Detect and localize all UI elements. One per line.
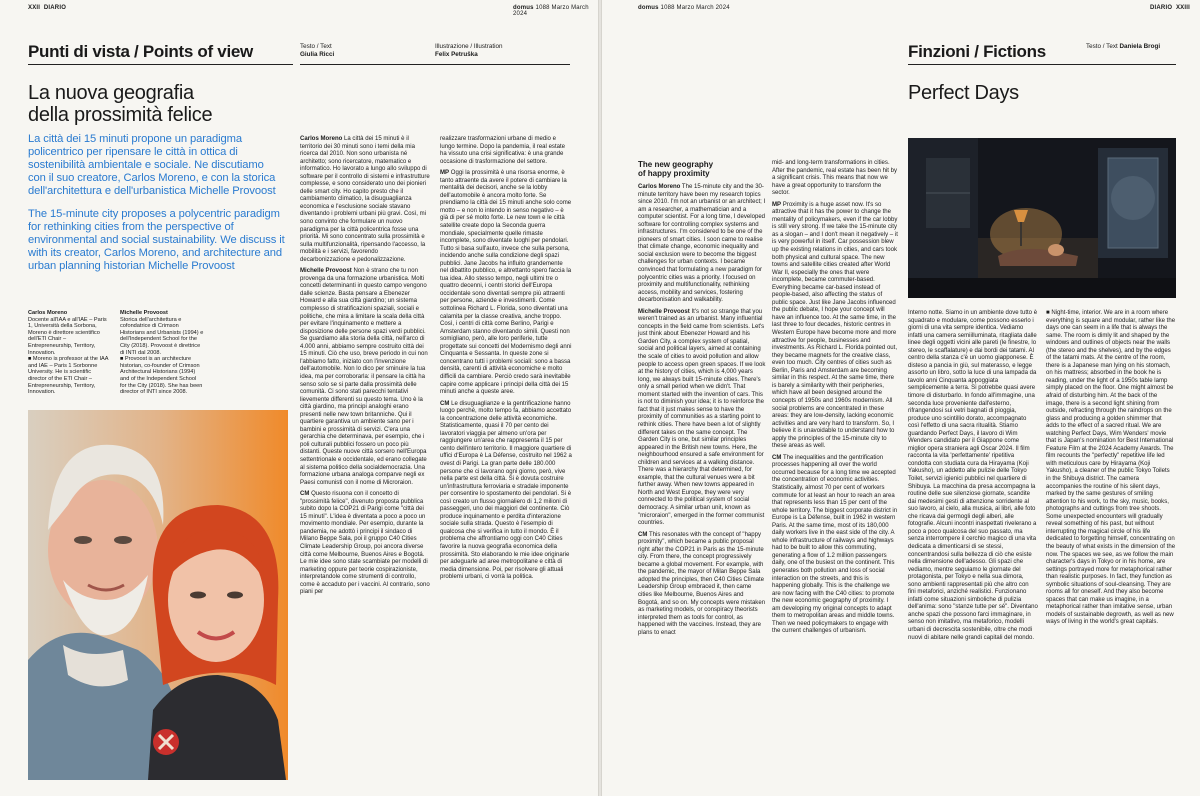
headline: La nuova geografia della prossimità felice <box>28 82 213 126</box>
section-title: Punti di vista / Points of view <box>28 42 253 61</box>
lead-english: The 15-minute city proposes a polycentric paradigm for rethinking cities from the perspective of environmental and social sustainability. We discuss it with its creator, Carlos Moreno, and architecture and urban planning historian Michelle Provoost <box>28 208 285 272</box>
fictions-italian-column: Interno notte. Siamo in un ambiente dove tutto è squadrato e modulare, come possono esserlo i giorni di una vita sempre identica. Vediamo infatti una camera semiilluminata, ritagliata dalle linee degli oggetti vicini alle pareti (le finestre, lo stereo, le scaffalature) e dai bordi dei tatami. Al centro della stanza c'è un uomo giapponese. È disteso a pancia in giù, sul materasso, e legge assorto un libro, sotto la luce di una lampada da tavolo anni Cinquanta appoggiata semplicemente a terra. Si potrebbe quasi avere timore di disturbarlo. In fondo all'immagine, una seconda luce proveniente dall'esterno, rifrangendosi sui vetri bagnati di pioggia, produce uno scintillio dorato, accompagnato così l'effetto di una sacra ritualità. Stiamo guardando Perfect Days, il lavoro di Wim Wenders candidato per il Giappone come miglior opera straniera agli Oscar 2024. Il film racconta la vita 'perfettamente' ripetitiva condotta con studiata cura da Hirayama (Koji Yakusho), un addetto alle pulizie delle Tokyo Toilet, servizi igienici pubblici nel quartiere di Shibuya. La macchina da presa accompagna la routine delle sue silenziose giornate, scandite dai medesimi gesti di attenzione sorridente al suo lavoro, al cielo, alla musica, ai libri, alle foto che ricava dai germogli degli alberi, alle fotografie. Alcuni incontri inaspettati rivelerano a poco a poco qualcosa del suo passato, ma senza interrompere il cerchio magico di una vita dedicata a dimenticarsi di se stessi, concentrandosi sulla bellezza di ciò che esiste nella dimensione dell'adesso. Gli spazi che vediamo, mentre seguiamo le giornate del protagonista, per Tokyo e nella sua dimora, sono ambienti rappresentati più che altro con fini metaforici, anziché realistici. Funzionano infatti come situazioni simboliche di pulizia dell'anima: sono "stanze tutte per sé". Diventano anche spazi che possono farci immaginare, in senso non imitativo, ma metaforico, modelli urbani di decrescita sostenibile, oltre che modi nuovi di abitare nelle grandi capitali del mondo. <box>908 310 1038 641</box>
left-folio <box>28 5 66 11</box>
lead-italian: La città dei 15 minuti propone un paradigma policentrico per ripensare le città in ottica di sostenibilità ambientale e sociale. Ne discutiamo con il suo creatore, Carlos Moreno, e con la storica dell'architettura e dell'urbanistica Michelle Provoost <box>28 133 276 197</box>
bio-moreno: Carlos Moreno Docente all'IAA e all'IAE – Paris 1, Università della Sorbona, Moreno è direttore scientifico dell'ETI Chair – Entrepreneurship, Territory, Innovation. ■ Moreno is professor at the IAA and IAE – Paris 1 Sorbonne University. He is scientific director of the ETI Chair – Entrepreneurship, Territory, Innovation. <box>28 310 109 396</box>
paragraph: mid- and long-term transformations in cities. After the pandemic, real estate has been hit by a significant crisis. This means that now we have a great opportunity to transform the sector. <box>772 160 898 197</box>
left-divider <box>28 64 293 65</box>
left-folio-issue: domus 1088 Marzo March 2024 <box>513 5 589 17</box>
film-still-photo <box>908 138 1176 298</box>
fictions-english-column: ■ Night-time, interior. We are in a room where everything is square and modular, rather like the days one can seem in a life that is always the same. The room is dimly lit and shaped by the windows and outlines of objects near the walls (the stereo and the shelves), and by the edges of the tatami mats. At the centre of the room, there is a Japanese man lying on his stomach, on his mattress; absorbed in the book he is reading, under the light of a 1950s table lamp simply placed on the floor. One might almost be afraid of disturbing him. At the back of the image, there is a second light shining from outside, refracting through the raindrops on the glass and producing a golden shimmer that adds to the effect of a sacred ritual. We are watching Perfect Days, Wim Wenders' movie that is Japan's nomination for Best International Feature Film at the 2024 Academy Awards. The film recounts the "perfectly" repetitive life led with meticulous care by Hirayama (Koji Yakusho), a cleaner of the public Tokyo Toilets in the Shibuya district. The camera accompanies the routine of his silent days, marked by the same gestures of smiling attention to his work, to the sky, music, books, photographs and cuttings from tree shoots. Some unexpected encounters will gradually reveal something of his past, but without interrupting the magical circle of his life dedicated to forgetting himself, concentrating on the beauty of what exists in the dimension of the now. The spaces we see, as we follow the main character's days in Tokyo or in his home, are settings portrayed more for metaphorical rather than realistic purposes. In fact, they function as symbolic situations of soul-cleansing. They are rooms all for oneself. And they also become spaces that can make us imagine, in a metaphorical rather than imitative sense, urban models of sustainable degrowth, as well as new ways of living in the world's great capitals. <box>1046 310 1176 626</box>
paragraph: MP Proximity is a huge asset now. It's so attractive that it has the power to change the mentality of policymakers, even if the car lobby is still very strong. If we take the 15-minute city as a slogan – and I don't mean it negatively – it is very powerful in itself. Car possession blew up the existing relations in cities, and cars took both physical and cultural space. The new towns and satellite cities created after World War II, especially the ones that were incomplete, became commuter-based. Everything became car-based instead of people-based, also affecting the status of public space. Just like Jane Jacobs influenced the public debate, I hope your concept will have an influence too. At the same time, in the last three to four decades, historic centres in Western Europe have become more and more attractive for people, businesses and investments. As Richard L. Florida pointed out, they became magnets for the creative class, even too much. City centres of cities such as Berlin, Paris and Amsterdam are becoming similar in this respect. At the same time, there is barely a similarity with their peripheries, which have all been designed around the concepts of 1950s and 1960s modernism. All social problems are concentrated in these areas: they are low-density, lacking economic activities and are very hard to transform. So, I believe it is unavoidable to understand how to apply the principles of the 15-minute city to these areas as well. <box>772 201 898 450</box>
paragraph: MP Oggi la prossimità è una risorsa enorme, è tanto attraente da avere il potere di cambiare la mentalità dei decisori, anche se la lobby dell'automobile è ancora molto forte. Se prendiamo la città dei 15 minuti anche solo come motto – e non lo intendo in senso negativo – è già di per sé molto forte. Le new town e le città satellite create dopo la Seconda guerra mondiale, specialmente quelle rimaste incomplete, sono diventate luoghi per pendolari. Tutto si basa sull'auto, invece che sulla persona, incidendo anche sulla condizione degli spazi pubblici. Jane Jacobs ha influito grandemente nel dibattito pubblico, e altrettanto spero faccia la tua idea. Allo stesso tempo, negli ultimi tre o quattro decenni, i centri storici dell'Europa occidentale sono diventati sempre più attraenti per persone, aziende e investimenti. Come sottolinea Richard L. Florida, sono diventati una calamita per la classe creativa, anche troppo. Così, i centri di città come Berlino, Parigi e Amsterdam stanno diventando simili. Questi non somigliano, però, alle loro periferie, tutte progettate sui concetti del Modernismo degli anni Cinquanta e Sessanta. In queste zone si concentrano tutti i problemi sociali: sono a bassa densità, carenti di attività economiche e molto difficili da cambiare. Perciò credo sarà inevitabile capire come applicare i principi della città dei 15 minuti anche a queste aree. <box>440 170 572 396</box>
italian-column-b <box>440 136 572 586</box>
paragraph: CM This resonates with the concept of "happy proximity", which became a public proposal right after the COP21 in Paris as the 15-minute city. From there, the concept progressively became a global movement. For example, with the pandemic, the mayor of Milan Beppe Sala adopted the principles, then C40 Cities Climate Leadership Group embraced it, then came cities like Melbourne, Buenos Aires and Bogotá, and so on. My concepts were mistaken as marketing models, or conspiracy theorists interpreted them as tools for control, as happened with the vaccines. Instead, they are plans to enact <box>638 531 766 636</box>
italian-column-a <box>300 136 430 601</box>
paragraph: CM Le disuguaglianze e la gentrificazione hanno luogo perché, molto tempo fa, abbiamo accettato la concentrazione delle attività economiche. Statisticamente, quasi il 70 per cento dei lavoratori viaggia per almeno un'ora per raggiungere un'area che rappresenta il 15 per cento dell'intero territorio. Il maggiore quartiere di uffici d'Europa è La Défense, costruito nel 1962 a ovest di Parigi. La gran parte delle 180.000 persone che ci lavorano ogni giorno, però, vive nella parte est della città. Si è dovuta costruire un'infrastruttura ferroviaria e stradale imponente per consentire lo spostamento dei pendolari. Si è così creato un flusso giornaliero di 1,2 milioni di passeggeri, uno dei maggiori del continente. Ciò produce inquinamento e perdita d'interazione sociale sulla strada. Questo è l'esempio di qualcosa che si verifica in tutto il mondo. È il problema che affrontiamo oggi con C40 Cities favorire la nuova geografia economica della prossimità. Sto elaborando le mie idee originarie per adeguarle ad aree metropolitane e città di media dimensione. Poi, per risolvere gli attuali problemi urbani, ci vorrà la politica. <box>440 400 572 581</box>
paragraph: Carlos Moreno La città dei 15 minuti è il territorio dei 30 minuti sono i temi della mia ricerca dal 2010. Non sono urbanista né architetto; sono ricercatore, matematico e informatico. Ho lavorato a lungo allo sviluppo di software per il controllo di sistemi e infrastrutture complesse, e sono considerato uno dei pionieri delle smart city. Ho capito presto che il cambiamento climatico, la disuguaglianza economica e l'esclusione sociale stavano diventando i problemi urbani più gravi. Così, mi sono convinto che formulare un nuovo paradigma per la città policentrica fosse una priorità. Mi sono concentrato sulla prossimità e sulla multifunzionalità, ripensando l'accesso, la mobilità e i servizi, favorendo decarbonizzazione e pedonalizzazione. <box>300 136 430 263</box>
paragraph: Michelle Provoost It's not so strange that you weren't trained as an urbanist. Many influential concepts in the field came from scientists. Let's just think about Ebenezer Howard and his Garden City, a complex system of spatial, social and political layers, aimed at containing the scale of cities to avoid pollution and allow people to access open green spaces. If we look at the history of cities, which is 4,000 years long, we always built 15-minute cities. There's only a small period when we didn't. That moment started with the invention of cars. This is not to diminish your idea; it is to reinforce the fact that it just makes sense to have the proximity of communities as a starting point to rethink cities. There have been a lot of slightly different takes on the same concept. The Garden City is one, but similar principles appeared in the British new towns. Here, the neighbourhood ensured a safe environment for children and services at a walking distance. There was a hierarchy that determined, for example, that the cultural venues were a bit further away. When new towns appeared in North and West Europe, they were very connected to the political system of social democracy. A similar urban unit, known as "microraion", emerged in the former communist countries. <box>638 308 766 527</box>
english-column-d <box>772 160 898 640</box>
fictions-headline: Perfect Days <box>908 82 1019 104</box>
text-credit: Testo / Text Giulia Ricci <box>300 43 335 58</box>
right-divider <box>908 64 1176 65</box>
paragraph: Carlos Moreno The 15-minute city and the 30-minute territory have been my research topics since 2010. I'm not an urbanist or an architect; I am a researcher, a mathematician and a computer scientist. For a long time, I developed software for controlling complex systems and infrastructures. I'm considered to be one of the pioneers of smart cities. I soon came to realise that climate change, economic inequality and social exclusion were to become the biggest challenges for urban contexts. I became convinced that formulating a new paradigm for polycentric cities was a priority. I focused on proximity and multifunctionality, rethinking access, mobility and services, fostering decarbonisation and walkability. <box>638 184 766 304</box>
left-page <box>0 0 598 796</box>
right-folio: DIARIO XXIII <box>1150 5 1190 11</box>
right-folio-issue: domus 1088 Marzo March 2024 <box>638 5 730 11</box>
english-title: The new geography of happy proximity <box>638 160 714 178</box>
left-divider-2 <box>300 64 570 65</box>
paragraph: realizzare trasformazioni urbane di medio e lungo termine. Dopo la pandemia, il real estate ha vissuto una crisi significativa: è una grande occasione di trasformazione del settore. <box>440 136 566 165</box>
left-folio-number: XXII <box>28 5 41 11</box>
right-page <box>602 0 1200 796</box>
english-column-c <box>638 184 766 641</box>
paragraph: CM The inequalities and the gentrification processes happening all over the world occurred because for a long time we accepted the concentration of economic activities. Statistically, almost 70 per cent of workers commute for at least an hour to reach an area that represents less than 15 per cent of the whole territory. The biggest corporate district in Europe is La Défense, built in 1962 in western Paris. At the same time, most of its 180,000 daily workers live in the east side of the city. A whole infrastructure of railways and highways had to be built to allow this commuting, generating a flow of 1.2 million passengers daily, one of the busiest on the continent. This generates both pollution and loss of social interaction on the streets, and this is happening globally. This is the challenge we are now facing with the C40 cities: to promote the new economic geography of proximity. I am developing my original concepts to adapt them to metropolitan areas and middle towns. Then we need policymakers to engage with the current challenges of urbanism. <box>772 454 898 635</box>
bio-provoost: Michelle Provoost Storica dell'architettura e cofondatrice di Crimson Historians and Urbanists (1994) e dell'Independent School for the City (2018). Provoost è direttrice di INTI dal 2008. ■ Provoost is an architecture historian, co-founder of Crimson Architectural Historians (1994) and of the Independent School for the City (2018). She has been director of INTI since 2008. <box>120 310 204 396</box>
fictions-section-title: Finzioni / Fictions <box>908 42 1046 61</box>
paragraph: Michelle Provoost Non è strano che tu non provenga da una formazione urbanistica. Molti concetti determinanti in questo campo vengono dalle scienze. Basta pensare a Ebenezer Howard e alla sua città giardino; un sistema complesso di stratificazioni spaziali, sociali e politiche, che mira a limitare la scala della città per evitare l'inquinamento e mettere a disposizione delle persone spazi verdi pubblici. Se guardiamo alla storia della città, nell'arco di 4.000 anni, abbiamo sempre costruito città dei 15 minuti. Ciò che uso, breve periodo in cui non l'abbiamo fatto, iniziato con l'invenzione dell'automobile. Non lo dico per sminuire la tua idea, ma per corroborarla: il pensare la città ha senso solo se si parte dalla prossimità delle comunità. Ci sono stati parecchi tentativi lievemente differenti su questo tema. Uno è la città giardino, ma principi analoghi erano presenti nelle new town britanniche. Qui il quartiere garantiva un ambiente sano per i bambini e prossimità di servizi. C'era una gerarchia che determinava, per esempio, che i poli culturali pubblici fossero un poco più distanti. Queste nuove città sorsero nell'Europa settentrionale e occidentale, ed erano collegate al sistema politico della socialdemocrazia. Una formazione urbana analoga comparve negli ex Paesi comunisti con il nome di Microraion. <box>300 268 428 486</box>
illustration-credit: Illustrazione / Illustration Felix Petruška <box>435 43 503 58</box>
left-folio-section: DIARIO <box>43 5 67 11</box>
paragraph: CM Questo risuona con il concetto di "prossimità felice", divenuto proposta pubblica subito dopo la COP21 di Parigi come "città dei 15 minuti". L'idea è diventata a poco a poco un movimento mondiale. Per esempio, durante la pandemia, ne adottò i principi il sindaco di Milano Beppe Sala, poi il gruppo C40 Cities Climate Leadership Group, poi ancora diverse città come Melbourne, Buenos Aires e Bogotá. Le mie idee sono state scambiate per modelli di marketing oppure per teorie cospirazioniste, interpretandole come strumenti di controllo, come è accaduto per i vaccini. Al contrario, sono piani per <box>300 491 430 596</box>
fictions-text-credit: Testo / Text Daniela Brogi <box>1086 43 1161 50</box>
portrait-illustration <box>28 410 288 780</box>
